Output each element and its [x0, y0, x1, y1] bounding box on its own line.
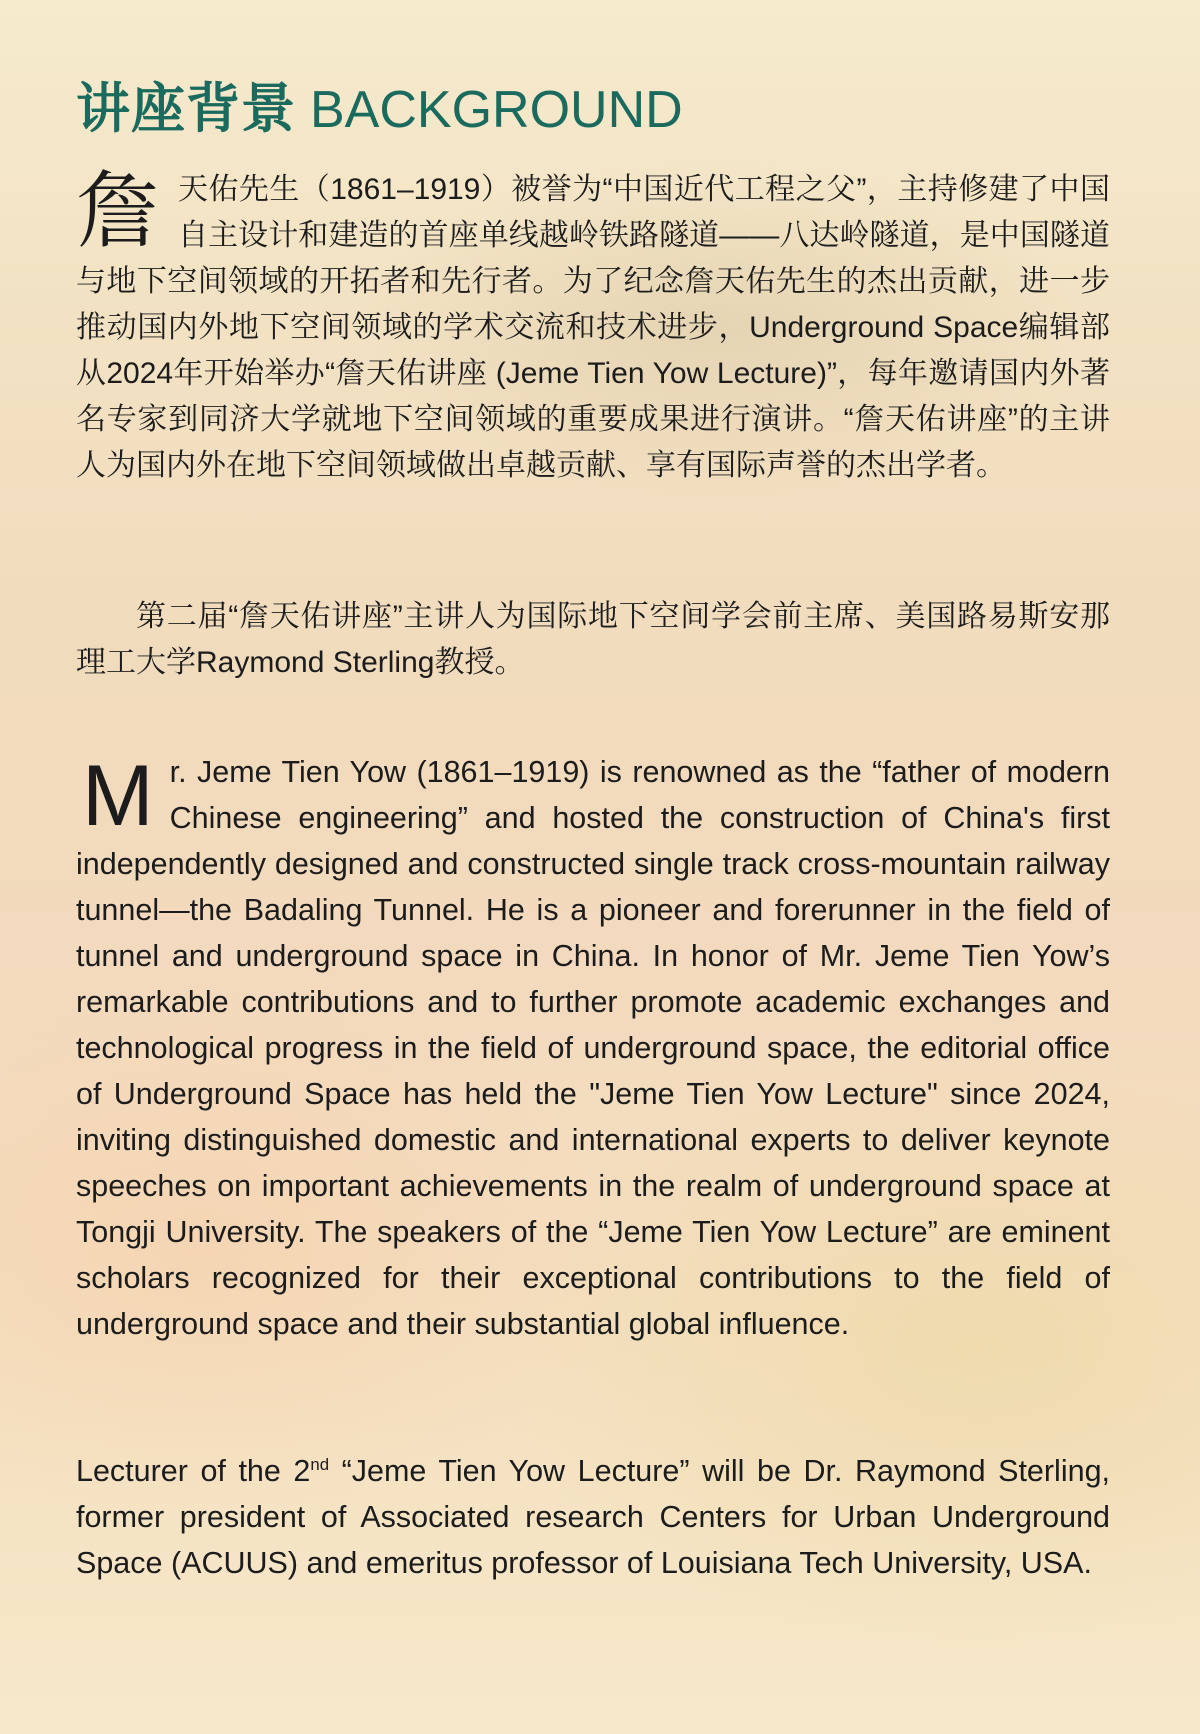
english-lecturer-text-start: Lecturer of the 2: [76, 1454, 311, 1488]
english-paragraph-lecturer: [76, 1448, 1110, 1586]
ordinal-suffix: nd: [310, 1454, 330, 1474]
chinese-paragraph-intro-text: 天佑先生（1861–1919）被誉为“中国近代工程之父”，主持修建了中国自主设计和建造的首座单线越岭铁路隧道——八达岭隧道，是中国隧道与地下空间领域的开拓者和先行者。为了纪念詹天佑先生的杰出贡献，进一步推动国内外地下空间领域的学术交流和技术进步，Underground Space编辑部从2024年开始举办“詹天佑讲座 (Jeme Tien Yow Lecture)”，每年邀请国内外著名专家到同济大学就地下空间领域的重要成果进行演讲。“詹天佑讲座”的主讲人为国内外在地下空间领域做出卓越贡献、享有国际声誉的杰出学者。: [76, 173, 1110, 482]
section-heading-zh: 讲座背景: [76, 79, 296, 139]
english-paragraph-intro: [76, 749, 1110, 1347]
chinese-paragraph-lecturer: [76, 594, 1110, 686]
chinese-paragraph-intro: [76, 162, 1110, 489]
chinese-paragraph-lecturer-text: 第二届“詹天佑讲座”主讲人为国际地下空间学会前主席、美国路易斯安那理工大学Raymond Sterling教授。: [76, 600, 1110, 679]
english-drop-cap: M: [82, 748, 154, 844]
english-lecturer-text-end: “Jeme Tien Yow Lecture” will be Dr. Raymond Sterling, former president of Associated research Centers for Urban Underground Space (ACUUS) and emeritus professor of Louisiana Tech University, USA.: [76, 1454, 1111, 1580]
section-heading: [76, 74, 683, 145]
chinese-drop-cap: 詹: [76, 162, 161, 260]
section-heading-en: BACKGROUND: [310, 81, 683, 139]
english-paragraph-intro-text: r. Jeme Tien Yow (1861–1919) is renowned as the “father of modern Chinese engineering” and hosted the construction of China's first independently designed and constructed single track cross-mountain railway tunnel—the Badaling Tunnel. He is a pioneer and forerunner in the field of tunnel and underground space in China. In honor of Mr. Jeme Tien Yow’s remarkable contributions and to further promote academic exchanges and technological progress in the field of underground space, the editorial office of Underground Space has held the "Jeme Tien Yow Lecture" since 2024, inviting distinguished domestic and international experts to deliver keynote speeches on important achievements in the realm of underground space at Tongji University. The speakers of the “Jeme Tien Yow Lecture” are eminent scholars recognized for their exceptional contributions to the field of underground space and their substantial global influence.: [76, 755, 1110, 1341]
